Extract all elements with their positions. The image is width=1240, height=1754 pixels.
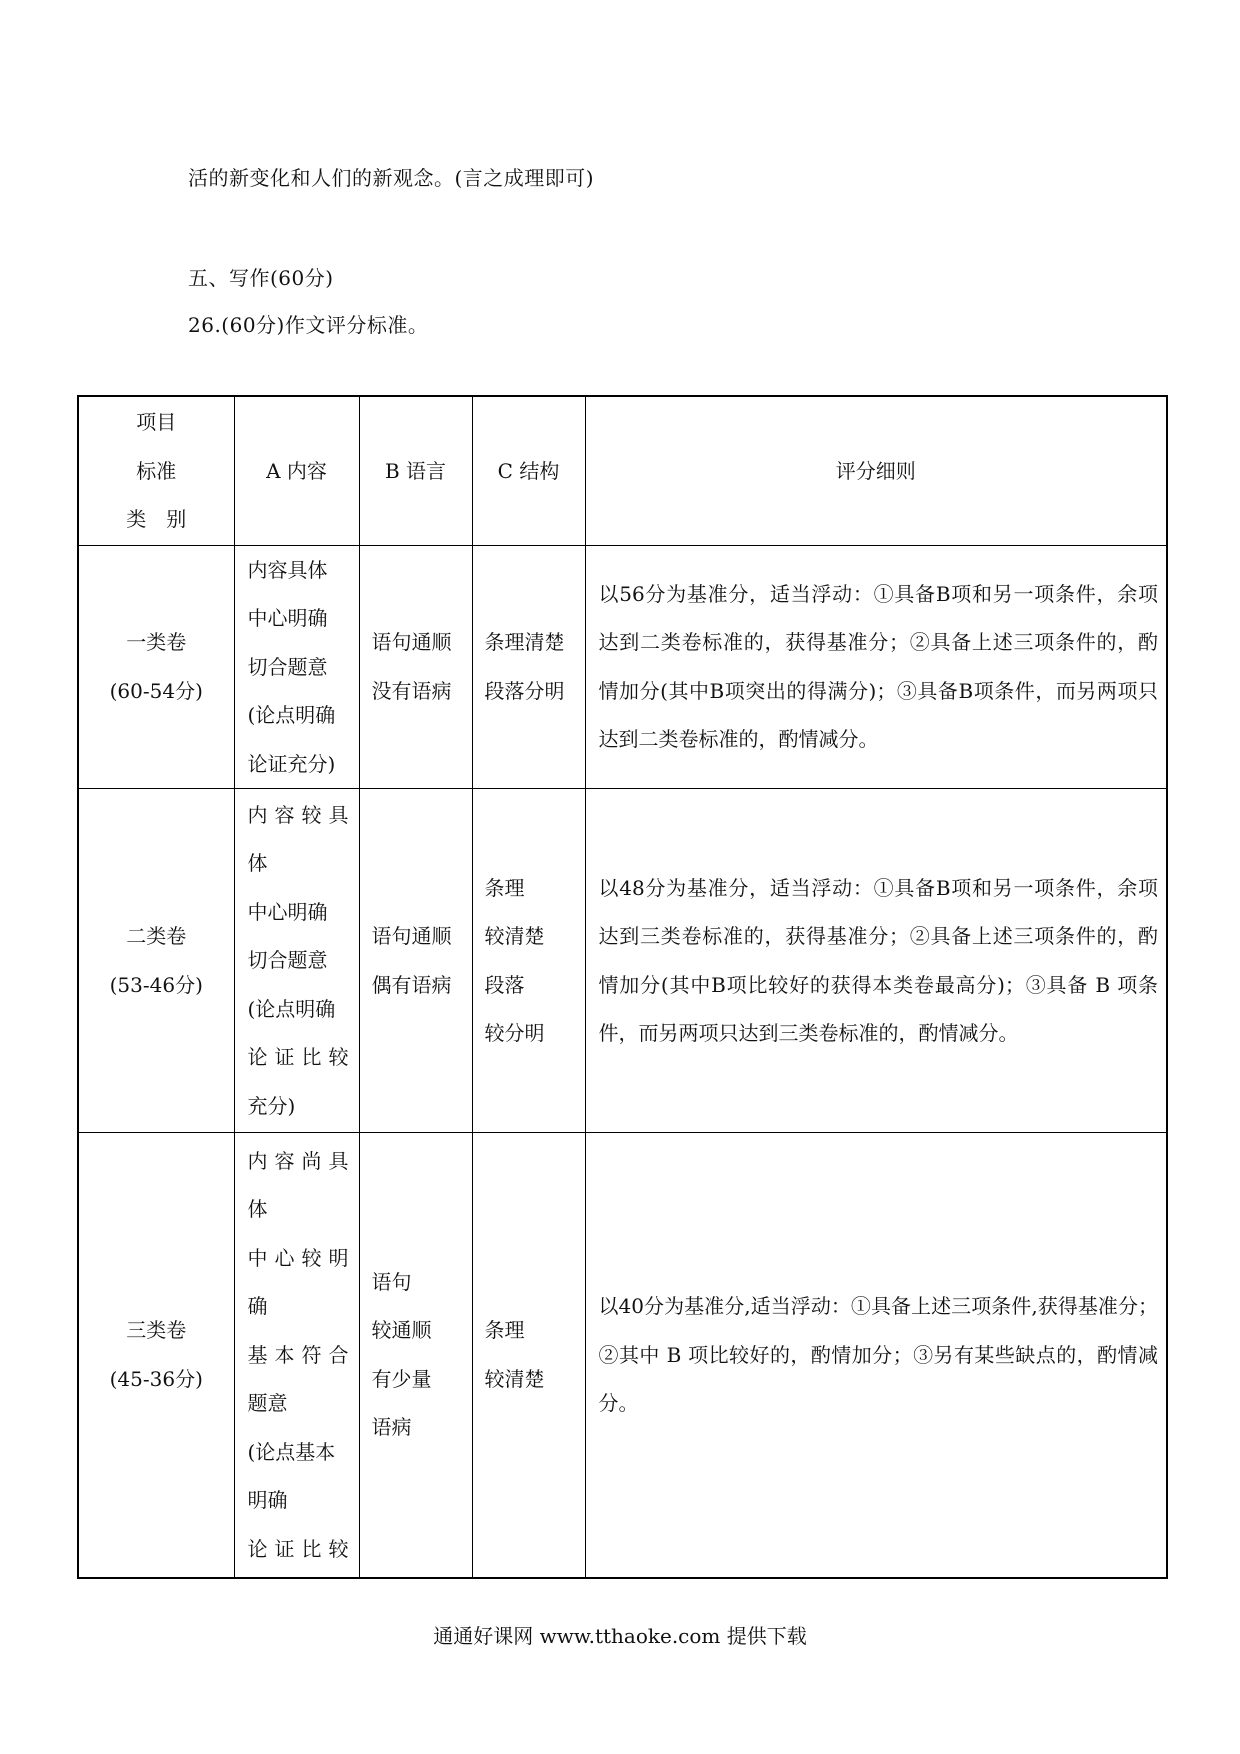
content-line: 体 [247,1197,268,1221]
header-structure: C 结构 [472,396,585,545]
structure-line: 较清楚 [484,1366,545,1391]
category-name: 一类卷 [126,630,187,655]
table-row [78,1133,1167,1578]
content-line: 中心较明 [247,1245,349,1270]
content-cell [234,545,359,789]
content-line: 确 [247,1294,268,1318]
content-line: (论点明确 [247,703,336,727]
content-line: 体 [247,851,268,876]
corner-header [78,396,234,545]
section-heading: 五、写作(60分) [188,266,334,290]
content-line: 论证比较 [247,1536,349,1561]
intro-line: 活的新变化和人们的新观念。(言之成理即可) [188,166,595,190]
content-line: 切合题意 [247,654,328,679]
language-line: 语病 [371,1415,412,1440]
content-line: 基本符合 [247,1342,349,1367]
language-line: 没有语病 [371,678,452,703]
structure-line: 条理清楚 [484,630,565,655]
language-line: 有少量 [371,1366,432,1391]
content-cell [234,1133,359,1578]
category-range: (53-46分) [109,972,203,997]
structure-cell [472,789,585,1133]
structure-line: 较分明 [484,1021,545,1045]
language-line: 语句通顺 [371,630,452,655]
language-cell [359,789,472,1133]
structure-cell [472,1133,585,1578]
rules-cell: 以56分为基准分，适当浮动：①具备B项和另一项条件，余项达到二类卷标准的，获得基准分；②具备上述三项条件的，酌情加分(其中B项突出的得满分)；③具备B项条件，而另两项只达到二类卷标准的，酌情减分。 [585,545,1167,789]
header-content: A 内容 [234,396,359,545]
language-line: 偶有语病 [371,972,452,997]
language-cell [359,545,472,789]
content-line: 充分) [247,1093,296,1118]
footer-text: 通通好课网 www.tthaoke.com 提供下载 [433,1624,807,1648]
category-cell [78,1133,234,1578]
rules-cell: 以40分为基准分,适当浮动：①具备上述三项条件,获得基准分；②其中 B 项比较好的，酌情加分；③另有某些缺点的，酌情减分。 [585,1133,1167,1578]
structure-line: 条理 [484,1318,525,1343]
table-row [78,545,1167,789]
corner-header-line: 类 别 [126,507,187,531]
language-cell [359,1133,472,1578]
structure-line: 较清楚 [484,924,545,948]
language-line: 语句通顺 [371,924,452,948]
category-name: 三类卷 [126,1318,187,1343]
content-line: 内容较具 [247,802,349,827]
category-range: (60-54分) [109,678,203,703]
content-line: 中心明确 [247,606,328,630]
structure-cell [472,545,585,789]
category-cell [78,789,234,1133]
content-line: (论点基本 [247,1439,336,1464]
table-header-row [78,396,1167,545]
content-line: 题意 [247,1391,288,1415]
content-cell [234,789,359,1133]
content-line: 中心明确 [247,899,328,924]
content-line: 内容具体 [247,557,328,582]
corner-header-line: 标准 [136,458,177,483]
category-name: 二类卷 [126,924,187,948]
content-line: 明确 [247,1488,288,1512]
header-rules: 评分细则 [585,396,1167,545]
language-line: 较通顺 [371,1318,432,1343]
language-line: 语句 [371,1269,412,1294]
question-title: 26.(60分)作文评分标准。 [188,313,429,337]
content-line: 论证比较 [247,1045,349,1070]
content-line: 切合题意 [247,948,328,973]
rules-cell: 以48分为基准分，适当浮动：①具备B项和另一项条件，余项达到三类卷标准的，获得基准分；②具备上述三项条件的，酌情加分(其中B项比较好的获得本类卷最高分)；③具备 B 项条件，而另两项只达到三类卷标准的，酌情减分。 [585,789,1167,1133]
corner-header-line: 项目 [136,410,177,434]
content-line: 内容尚具 [247,1148,349,1173]
content-line: 论证充分) [247,751,336,776]
structure-line: 段落 [484,972,525,997]
category-range: (45-36分) [109,1366,203,1391]
table-row [78,789,1167,1133]
header-language: B 语言 [359,396,472,545]
category-cell [78,545,234,789]
content-line: (论点明确 [247,996,336,1021]
structure-line: 段落分明 [484,678,565,703]
structure-line: 条理 [484,875,525,900]
grading-table [77,395,1168,1579]
